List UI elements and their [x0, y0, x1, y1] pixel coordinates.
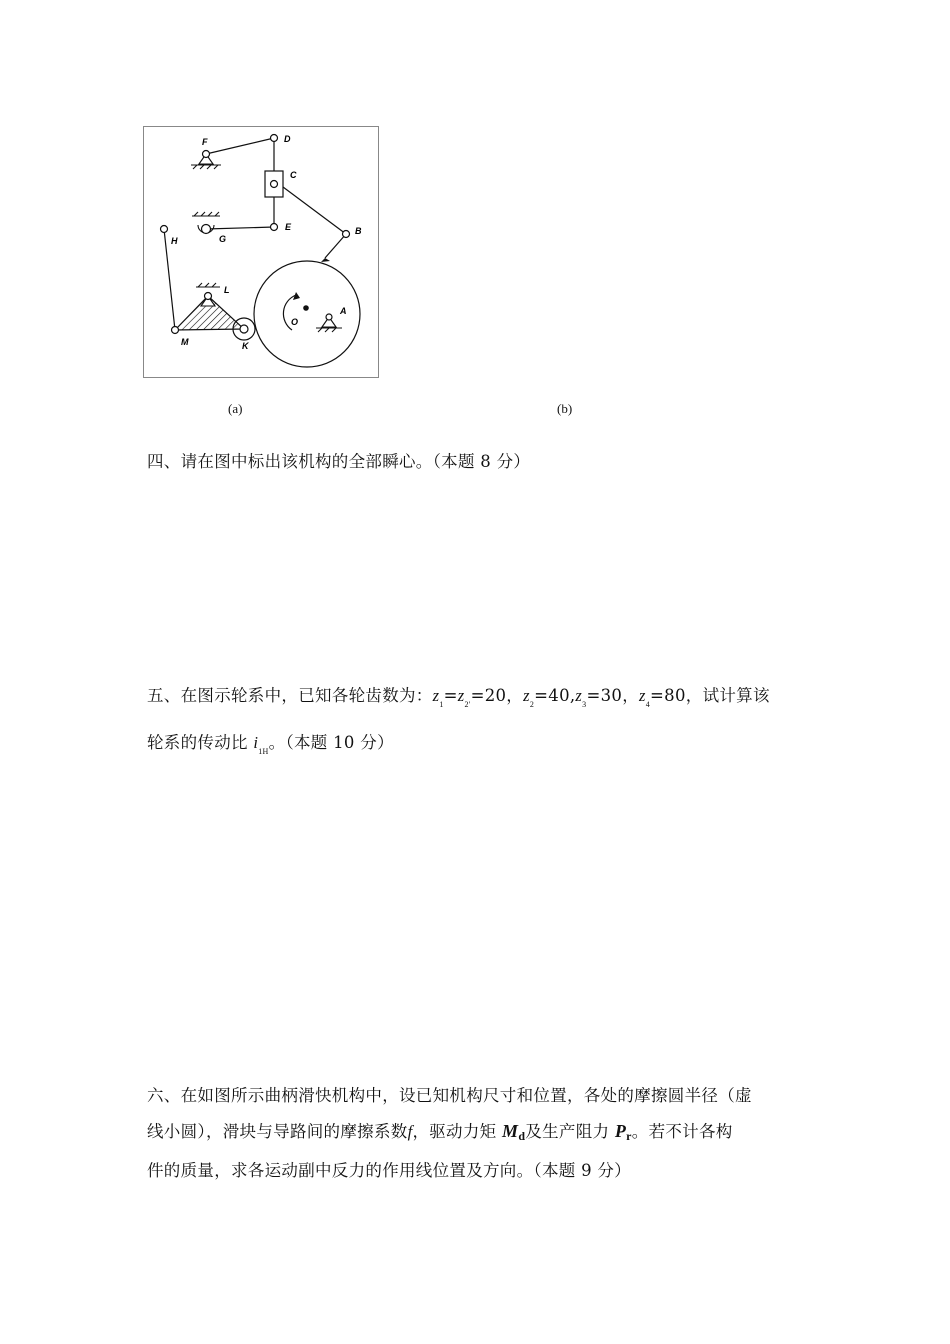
- label-D: D: [284, 134, 291, 144]
- z2-symbol: z: [523, 686, 530, 705]
- z2-subscript: 2: [529, 700, 535, 709]
- label-H: H: [171, 236, 178, 246]
- resistance-symbol: P: [614, 1121, 627, 1141]
- q5-value-1: =20，: [470, 686, 524, 705]
- label-E: E: [285, 222, 292, 232]
- question-6: [147, 1079, 817, 1188]
- label-A: A: [340, 306, 347, 316]
- label-F: F: [202, 137, 208, 147]
- q5-value-4: =80，试计算该: [650, 686, 770, 705]
- z3-subscript: 3: [582, 700, 587, 709]
- z4-symbol: z: [639, 686, 646, 705]
- z4-subscript: 4: [645, 700, 651, 709]
- q5-line2-prefix: 轮系的传动比: [147, 733, 248, 752]
- z1-subscript: 1: [439, 700, 444, 709]
- q6-line2-d: 。若不计各构: [631, 1122, 733, 1141]
- q5-value-2: =40,: [534, 686, 576, 705]
- moment-subscript: d: [518, 1129, 526, 1143]
- z2p-symbol: z: [457, 686, 465, 705]
- q5-prefix: 五、在图示轮系中，已知各轮齿数为：: [147, 686, 433, 705]
- q5-value-3: =30，: [586, 686, 639, 705]
- i-symbol: i: [253, 733, 259, 752]
- label-L: L: [224, 285, 230, 295]
- q5-line2-suffix: 。（本题 10 分）: [268, 733, 394, 752]
- q6-line2-c: 及生产阻力: [525, 1122, 610, 1141]
- caption-a: (a): [228, 401, 243, 416]
- caption-b: (b): [557, 401, 573, 416]
- question-6-line-1: 六、在如图所示曲柄滑快机构中，设已知机构尺寸和位置，各处的摩擦圆半径（虚: [147, 1086, 752, 1105]
- z2p-subscript: 2': [464, 700, 471, 709]
- question-6-line-2: [147, 1114, 817, 1153]
- question-4-text: 四、请在图中标出该机构的全部瞬心。（本题 8 分）: [147, 452, 531, 471]
- resistance-subscript: r: [626, 1129, 632, 1143]
- question-5: [147, 679, 817, 769]
- mechanism-figure: [143, 126, 379, 378]
- label-O: O: [291, 317, 299, 327]
- question-4: [147, 445, 817, 479]
- question-5-line-1: [147, 679, 817, 722]
- i-subscript: 1H: [258, 747, 269, 756]
- label-M: M: [181, 337, 189, 347]
- question-6-line-3: 件的质量，求各运动副中反力的作用线位置及方向。（本题 9 分）: [147, 1161, 632, 1180]
- label-B: B: [355, 226, 362, 236]
- q6-line2-b: ，驱动力矩: [412, 1122, 497, 1141]
- friction-symbol: f: [407, 1122, 413, 1141]
- label-C: C: [290, 170, 297, 180]
- label-K: K: [242, 341, 249, 351]
- q5-equals: =: [443, 686, 458, 705]
- z3-symbol: z: [575, 686, 583, 705]
- moment-symbol: M: [502, 1121, 519, 1141]
- q6-line2-a: 线小圆），滑块与导路间的摩擦系数: [147, 1122, 408, 1141]
- question-5-line-2: [147, 726, 817, 769]
- label-G: G: [219, 234, 227, 244]
- z1-symbol: z: [432, 686, 440, 705]
- mechanism-diagram: [144, 127, 380, 379]
